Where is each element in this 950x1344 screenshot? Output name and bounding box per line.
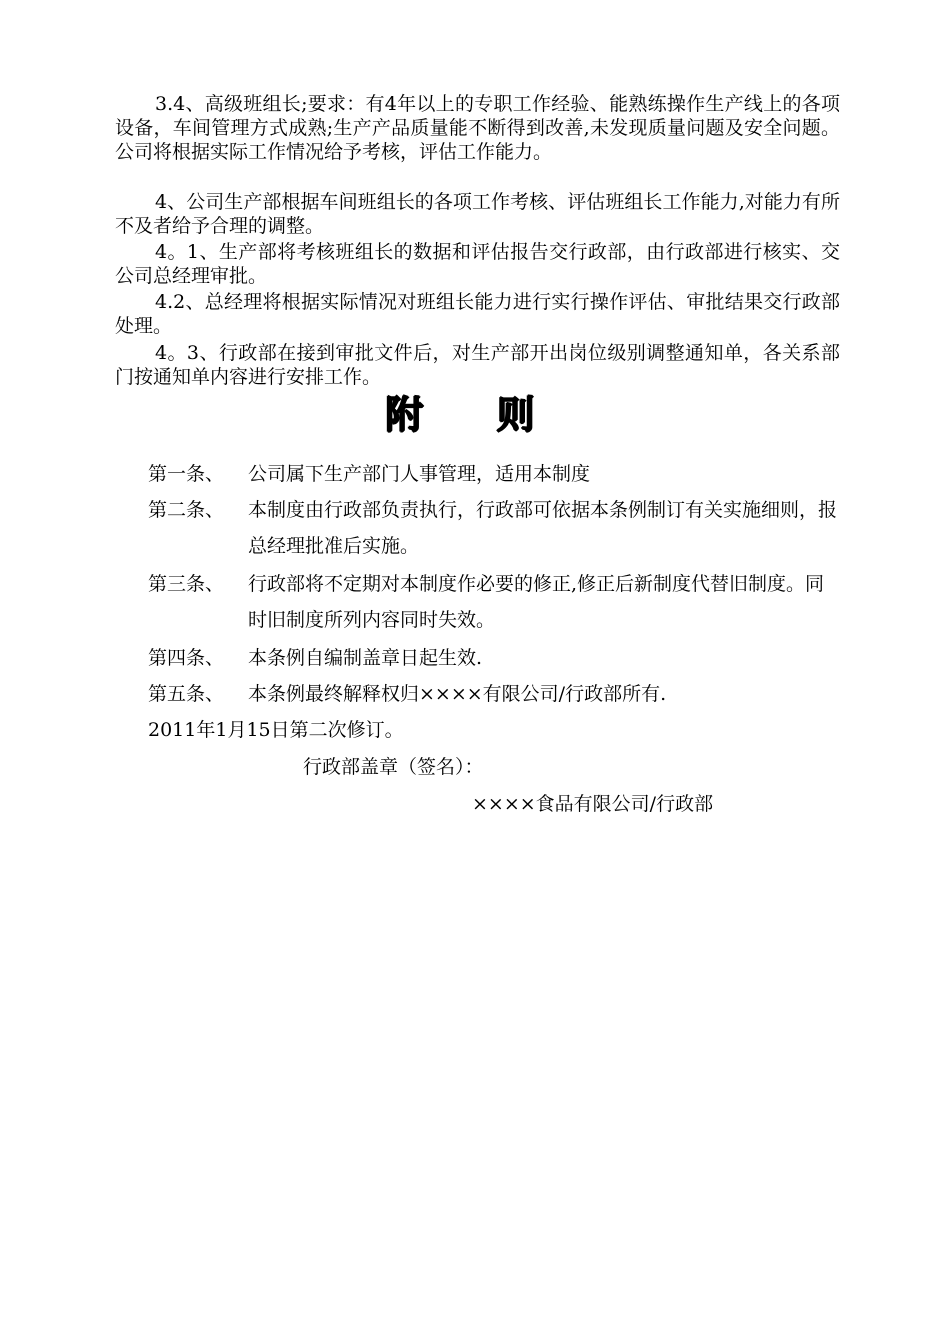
section-heading: 附 则 (385, 392, 565, 437)
article-5-text: 本条例最终解释权归××××有限公司/行政部所有. (248, 683, 667, 705)
article-4-label: 第四条、 (148, 647, 225, 669)
article-4 (148, 640, 848, 676)
seal-signature-label: 行政部盖章（签名）： (303, 756, 484, 778)
paragraph-3-4: 3.4、高级班组长;要求：有4年以上的专职工作经验、能熟练操作生产线上的各项设备，车间管理方式成熟;生产产品质量能不断得到改善,未发现质量问题及安全问题。公司将根据实际工作情况给予考核，评估工作能力。 (115, 93, 840, 163)
paragraph-4-2: 4.2、总经理将根据实际情况对班组长能力进行实行操作评估、审批结果交行政部处理。 (115, 291, 840, 337)
article-3-text: 行政部将不定期对本制度作必要的修正,修正后新制度代替旧制度。同时旧制度所列内容同时失效。 (248, 573, 825, 631)
article-2-text: 本制度由行政部负责执行，行政部可依据本条例制订有关实施细则，报总经理批准后实施。 (248, 499, 838, 557)
article-5 (148, 676, 848, 712)
paragraph-4-1: 4。1、生产部将考核班组长的数据和评估报告交行政部，由行政部进行核实、交公司总经理审批。 (115, 241, 840, 287)
article-1-label: 第一条、 (148, 463, 225, 485)
article-2-label: 第二条、 (148, 499, 225, 521)
article-4-text: 本条例自编制盖章日起生效. (248, 647, 483, 669)
article-3 (148, 566, 848, 638)
article-1 (148, 456, 848, 492)
article-2 (148, 492, 848, 564)
paragraph-4: 4、公司生产部根据车间班组长的各项工作考核、评估班组长工作能力,对能力有所不及者给予合理的调整。 (115, 191, 840, 237)
revision-date: 2011年1月15日第二次修订。 (148, 719, 404, 741)
article-3-label: 第三条、 (148, 573, 225, 595)
article-5-label: 第五条、 (148, 683, 225, 705)
article-1-text: 公司属下生产部门人事管理，适用本制度 (248, 463, 591, 485)
paragraph-4-3: 4。3、行政部在接到审批文件后，对生产部开出岗位级别调整通知单，各关系部门按通知单内容进行安排工作。 (115, 342, 840, 388)
company-name: ××××食品有限公司/行政部 (472, 793, 714, 815)
